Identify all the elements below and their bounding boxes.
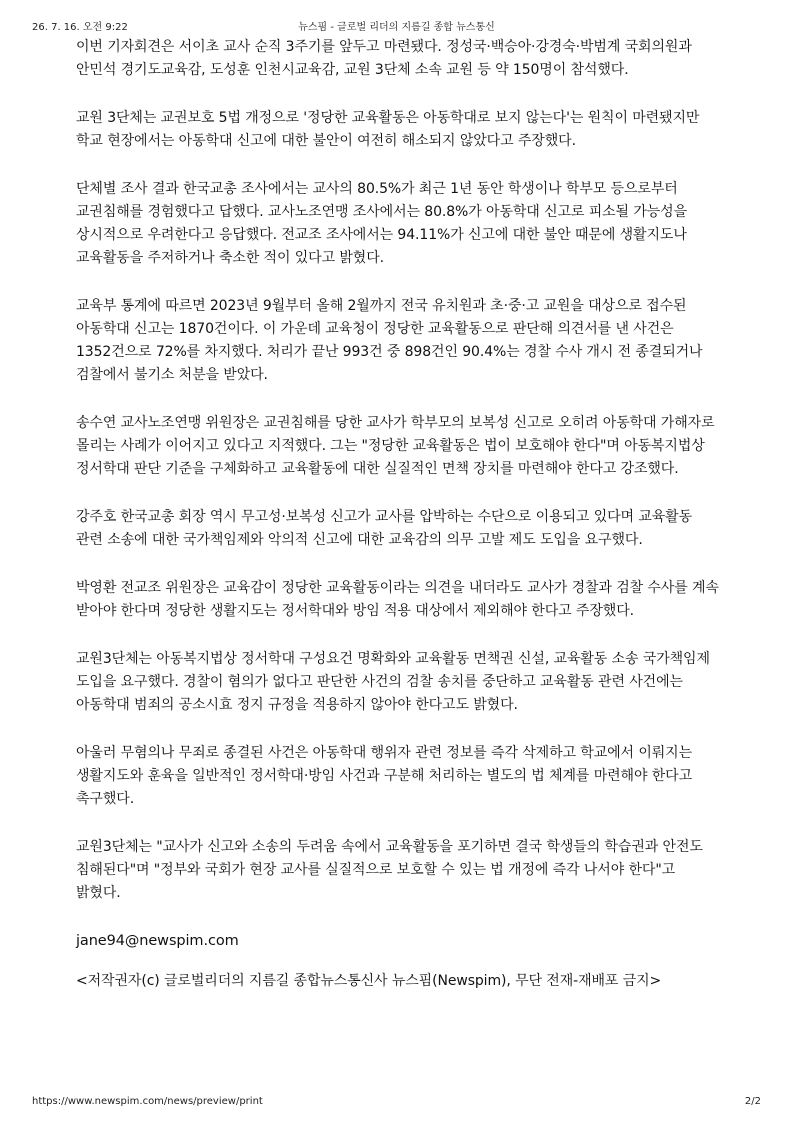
article-paragraph: 교원 3단체는 교권보호 5법 개정으로 '정당한 교육활동은 아동학대로 보지 않는다'는 원칙이 마련됐지만 학교 현장에서는 아동학대 신고에 대한 불안이 여전히 해소되지 않았다고 주장했다. xyxy=(76,110,700,149)
article-paragraph: 교육부 통계에 따르면 2023년 9월부터 올해 2월까지 전국 유치원과 초·중·고 교원을 대상으로 접수된 아동학대 신고는 1870건이다. 이 가운데 교육청이 정당한 교육활동으로 판단해 의견서를 낸 사건은 1352건으로 72%를 차지했다. 처리가 끝난 993건 중 898건인 90.4%는 경찰 수사 개시 전 종결되거나 검찰에서 불기소 처분을 받았다. xyxy=(76,298,703,383)
article-paragraph: 송수연 교사노조연맹 위원장은 교권침해를 당한 교사가 학부모의 보복성 신고로 오히려 아동학대 가해자로 몰리는 사례가 이어지고 있다고 지적했다. 그는 "정당한 교육활동은 법이 보호해야 한다"며 아동복지법상 정서학대 판단 기준을 구체화하고 교육활동에 대한 실질적인 면책 장치를 마련해야 한다고 강조했다. xyxy=(76,415,715,477)
reporter-email: jane94@newspim.com xyxy=(76,933,239,949)
print-url: https://www.newspim.com/news/preview/print xyxy=(32,1096,263,1107)
article-paragraph: 강주호 한국교총 회장 역시 무고성·보복성 신고가 교사를 압박하는 수단으로 이용되고 있다며 교육활동 관련 소송에 대한 국가책임제와 악의적 신고에 대한 교육감의 의무 고발 제도 도입을 요구했다. xyxy=(76,509,693,548)
print-footer xyxy=(32,1094,761,1110)
article-body xyxy=(76,36,723,1018)
article-paragraph: 교원3단체는 아동복지법상 정서학대 구성요건 명확화와 교육활동 면책권 신설, 교육활동 소송 국가책임제 도입을 요구했다. 경찰이 혐의가 없다고 판단한 사건의 검찰 송치를 중단하고 교육활동 관련 사건에는 아동학대 범죄의 공소시효 정지 규정을 적용하지 않아야 한다고도 밝혔다. xyxy=(76,651,710,713)
article-paragraph: 교원3단체는 "교사가 신고와 소송의 두려움 속에서 교육활동을 포기하면 결국 학생들의 학습권과 안전도 침해된다"며 "정부와 국회가 현장 교사를 실질적으로 보호할 수 있는 법 개정에 즉각 나서야 한다"고 밝혔다. xyxy=(76,839,703,901)
print-page-title: 뉴스핌 - 글로벌 리더의 지름길 종합 뉴스통신 xyxy=(298,22,495,33)
print-header xyxy=(32,20,761,36)
copyright-notice: <저작권자(c) 글로벌리더의 지름길 종합뉴스통신사 뉴스핌(Newspim), 무단 전재-재배포 금지> xyxy=(76,973,662,989)
article-paragraph: 단체별 조사 결과 한국교총 조사에서는 교사의 80.5%가 최근 1년 동안 학생이나 학부모 등으로부터 교권침해를 경험했다고 답했다. 교사노조연맹 조사에서는 80.8%가 아동학대 신고로 피소될 가능성을 상시적으로 우려한다고 응답했다. 전교조 조사에서는 94.11%가 신고에 대한 불안 때문에 생활지도나 교육활동을 주저하거나 축소한 적이 있다고 밝혔다. xyxy=(76,181,688,266)
article-paragraph: 아울러 무혐의나 무죄로 종결된 사건은 아동학대 행위자 관련 정보를 즉각 삭제하고 학교에서 이뤄지는 생활지도와 훈육을 일반적인 정서학대·방임 사건과 구분해 처리하는 별도의 법 체계를 마련해야 한다고 촉구했다. xyxy=(76,745,693,807)
article-paragraph: 이번 기자회견은 서이초 교사 순직 3주기를 앞두고 마련됐다. 정성국·백승아·강경숙·박범계 국회의원과 안민석 경기도교육감, 도성훈 인천시교육감, 교원 3단체 소속 교원 등 약 150명이 참석했다. xyxy=(76,39,692,78)
page-number: 2/2 xyxy=(744,1096,761,1107)
article-paragraph: 박영환 전교조 위원장은 교육감이 정당한 교육활동이라는 의견을 내더라도 교사가 경찰과 검찰 수사를 계속 받아야 한다며 정당한 생활지도는 정서학대와 방임 적용 대상에서 제외해야 한다고 주장했다. xyxy=(76,580,719,619)
print-datetime: 26. 7. 16. 오전 9:22 xyxy=(32,22,128,33)
